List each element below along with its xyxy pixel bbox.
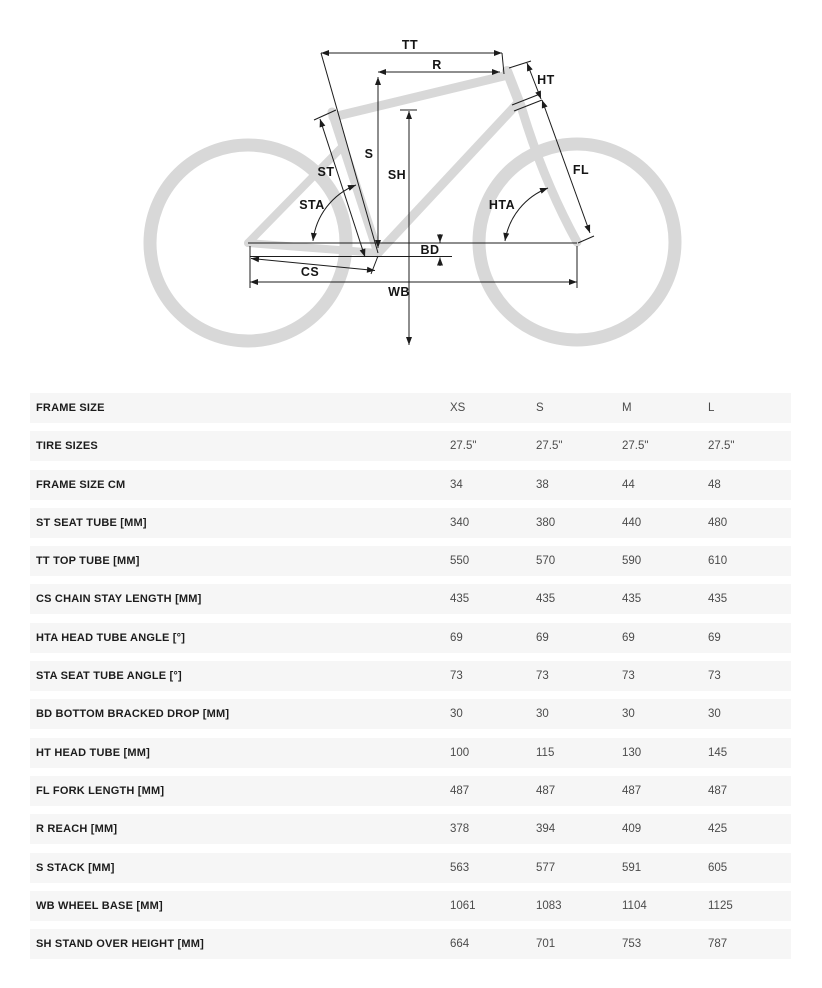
row-label: R REACH [MM] [36,823,118,836]
row-label: HTA HEAD TUBE ANGLE [°] [36,631,186,644]
row-label: FL FORK LENGTH [MM] [36,784,165,797]
sh-label: SH [387,168,407,182]
table-row [30,814,791,844]
row-value-m: 73 [622,670,635,683]
bike-frame-silhouette [150,71,675,341]
r-label: R [432,58,442,72]
wb-label: WB [388,285,410,299]
bd-label: BD [420,243,440,257]
table-row [30,393,791,423]
row-value-s: 394 [536,823,556,836]
row-value-m: 44 [622,478,635,491]
table-row [30,929,791,959]
row-value-xs: 378 [450,823,470,836]
row-value-xs: 340 [450,516,470,529]
row-value-s: 435 [536,593,556,606]
row-label: TT TOP TUBE [MM] [36,555,140,568]
row-value-xs: 69 [450,631,463,644]
row-value-xs: 664 [450,938,470,951]
row-value-m: 440 [622,516,642,529]
chain-stay-tube [248,243,378,253]
row-value-xs: 550 [450,555,470,568]
row-value-m: 1104 [622,899,647,912]
bike-geometry-diagram [0,0,822,380]
row-value-xs: 435 [450,593,470,606]
row-value-s: 115 [536,746,555,759]
row-label: STA SEAT TUBE ANGLE [°] [36,670,182,683]
row-value-m: 27.5" [622,440,649,453]
top-tube [333,75,508,117]
row-value-xs: XS [450,402,466,414]
table-row [30,738,791,768]
row-value-l: 787 [708,938,728,951]
row-value-l: 487 [708,784,728,797]
row-value-l: 27.5" [708,440,735,453]
st-label: ST [317,165,335,179]
row-value-xs: 27.5" [450,440,477,453]
row-value-m: 435 [622,593,642,606]
row-value-l: 610 [708,555,728,568]
row-value-s: 380 [536,516,556,529]
sta-label: STA [299,198,325,212]
row-label: WB WHEEL BASE [MM] [36,899,163,912]
row-label: FRAME SIZE [36,402,105,414]
row-value-s: S [536,402,544,414]
ht-label: HT [537,73,555,87]
row-label: TIRE SIZES [36,440,98,453]
row-value-s: 487 [536,784,556,797]
table-row [30,661,791,691]
table-row [30,584,791,614]
row-value-xs: 1061 [450,899,476,912]
row-value-m: M [622,402,632,414]
row-value-m: 487 [622,784,642,797]
row-value-l: 69 [708,631,721,644]
head-tube [507,71,521,107]
row-value-m: 130 [622,746,642,759]
row-value-s: 570 [536,555,556,568]
geometry-table [30,393,791,959]
row-value-xs: 100 [450,746,470,759]
hta-label: HTA [488,198,516,212]
row-value-s: 38 [536,478,549,491]
row-value-m: 409 [622,823,642,836]
row-label: S STACK [MM] [36,861,115,874]
row-value-s: 577 [536,861,556,874]
table-row [30,431,791,461]
cs-bb-tick [371,256,378,274]
row-value-s: 27.5" [536,440,563,453]
table-row [30,623,791,653]
row-value-l: 1125 [708,899,733,912]
table-row [30,546,791,576]
table-row [30,853,791,883]
row-value-l: 145 [708,746,728,759]
tt-label: TT [401,38,419,52]
row-label: HT HEAD TUBE [MM] [36,746,150,759]
row-value-s: 69 [536,631,549,644]
row-value-m: 30 [622,708,635,721]
head-angle-arc [505,188,548,241]
table-row [30,891,791,921]
s-label: S [364,147,374,161]
row-value-m: 753 [622,938,642,951]
row-value-xs: 30 [450,708,463,721]
row-value-l: 480 [708,516,728,529]
row-value-l: L [708,402,715,414]
row-value-m: 590 [622,555,642,568]
row-value-s: 30 [536,708,549,721]
row-value-xs: 34 [450,478,463,491]
row-value-l: 30 [708,708,721,721]
row-value-xs: 73 [450,670,463,683]
table-row [30,508,791,538]
row-label: SH STAND OVER HEIGHT [MM] [36,938,204,951]
row-value-s: 701 [536,938,556,951]
row-value-l: 435 [708,593,728,606]
row-value-m: 69 [622,631,635,644]
fl-label: FL [572,163,590,177]
row-value-l: 425 [708,823,728,836]
table-row [30,470,791,500]
row-label: BD BOTTOM BRACKED DROP [MM] [36,708,230,721]
row-label: ST SEAT TUBE [MM] [36,516,147,529]
row-value-xs: 487 [450,784,470,797]
cs-label: CS [300,265,320,279]
table-row [30,776,791,806]
row-value-m: 591 [622,861,642,874]
row-value-xs: 563 [450,861,470,874]
row-label: FRAME SIZE CM [36,478,126,491]
row-value-s: 73 [536,670,549,683]
row-value-l: 605 [708,861,728,874]
row-value-l: 73 [708,670,721,683]
row-value-s: 1083 [536,899,562,912]
row-label: CS CHAIN STAY LENGTH [MM] [36,593,202,606]
table-row [30,699,791,729]
row-value-l: 48 [708,478,721,491]
